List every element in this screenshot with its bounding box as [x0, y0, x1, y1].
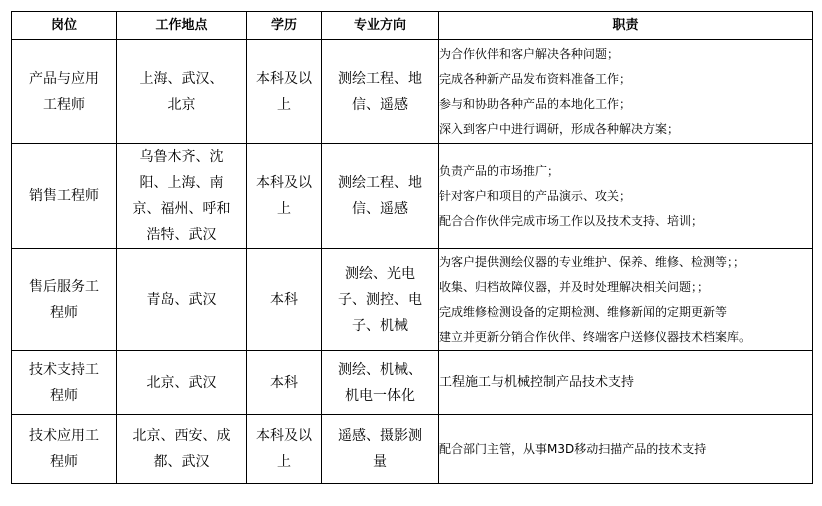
cell-location: 上海、武汉、北京 [117, 40, 247, 144]
duty-line: 完成维修检测设备的定期检测、维修新闻的定期更新等 [439, 304, 728, 319]
cell-education: 本科 [247, 249, 322, 351]
duty-line: 收集、归档故障仪器，并及时处理解决相关问题；； [439, 279, 710, 294]
cell-position: 技术支持工程师 [12, 351, 117, 415]
duty-line: 参与和协助各种产品的本地化工作； [439, 96, 632, 111]
cell-location: 北京、武汉 [117, 351, 247, 415]
duty-line: 为合作伙伴和客户解决各种问题； [439, 46, 620, 61]
duty-line: 完成各种新产品发布资料准备工作； [439, 71, 632, 86]
cell-duties [439, 415, 813, 484]
cell-duties [439, 40, 813, 144]
cell-education: 本科 [247, 351, 322, 415]
duty-line: 负责产品的市场推广； [439, 163, 560, 178]
duty-line: 深入到客户中进行调研，形成各种解决方案； [439, 121, 680, 136]
cell-duties [439, 249, 813, 351]
table-row [12, 249, 813, 351]
cell-position: 技术应用工程师 [12, 415, 117, 484]
cell-major: 测绘工程、地信、遥感 [322, 144, 439, 249]
header-education: 学历 [247, 12, 322, 40]
cell-major: 遥感、摄影测量 [322, 415, 439, 484]
table-row [12, 40, 813, 144]
duty-line: 建立并更新分销合作伙伴、终端客户送修仪器技术档案库。 [439, 329, 752, 344]
cell-position: 销售工程师 [12, 144, 117, 249]
cell-education: 本科及以上 [247, 144, 322, 249]
duty-line: 配合部门主管，从事M3D移动扫描产品的技术支持 [439, 441, 707, 456]
duty-line: 为客户提供测绘仪器的专业维护、保养、维修、检测等；； [439, 254, 746, 269]
cell-major: 测绘、机械、机电一体化 [322, 351, 439, 415]
header-location: 工作地点 [117, 12, 247, 40]
cell-major: 测绘工程、地信、遥感 [322, 40, 439, 144]
duty-line: 工程施工与机械控制产品技术支持 [439, 375, 635, 390]
header-duties: 职责 [439, 12, 813, 40]
cell-position: 产品与应用工程师 [12, 40, 117, 144]
job-table [11, 11, 813, 484]
cell-duties [439, 351, 813, 415]
cell-duties [439, 144, 813, 249]
cell-location: 北京、西安、成都、武汉 [117, 415, 247, 484]
table-row [12, 415, 813, 484]
cell-major: 测绘、光电子、测控、电子、机械 [322, 249, 439, 351]
duty-line: 配合合作伙伴完成市场工作以及技术支持、培训； [439, 213, 704, 228]
cell-education: 本科及以上 [247, 415, 322, 484]
header-major: 专业方向 [322, 12, 439, 40]
cell-position: 售后服务工程师 [12, 249, 117, 351]
cell-location: 乌鲁木齐、沈阳、上海、南京、福州、呼和浩特、武汉 [117, 144, 247, 249]
table-row [12, 144, 813, 249]
cell-location: 青岛、武汉 [117, 249, 247, 351]
table-row [12, 351, 813, 415]
table-header [12, 12, 813, 40]
duty-line: 针对客户和项目的产品演示、攻关； [439, 188, 632, 203]
header-position: 岗位 [12, 12, 117, 40]
cell-education: 本科及以上 [247, 40, 322, 144]
